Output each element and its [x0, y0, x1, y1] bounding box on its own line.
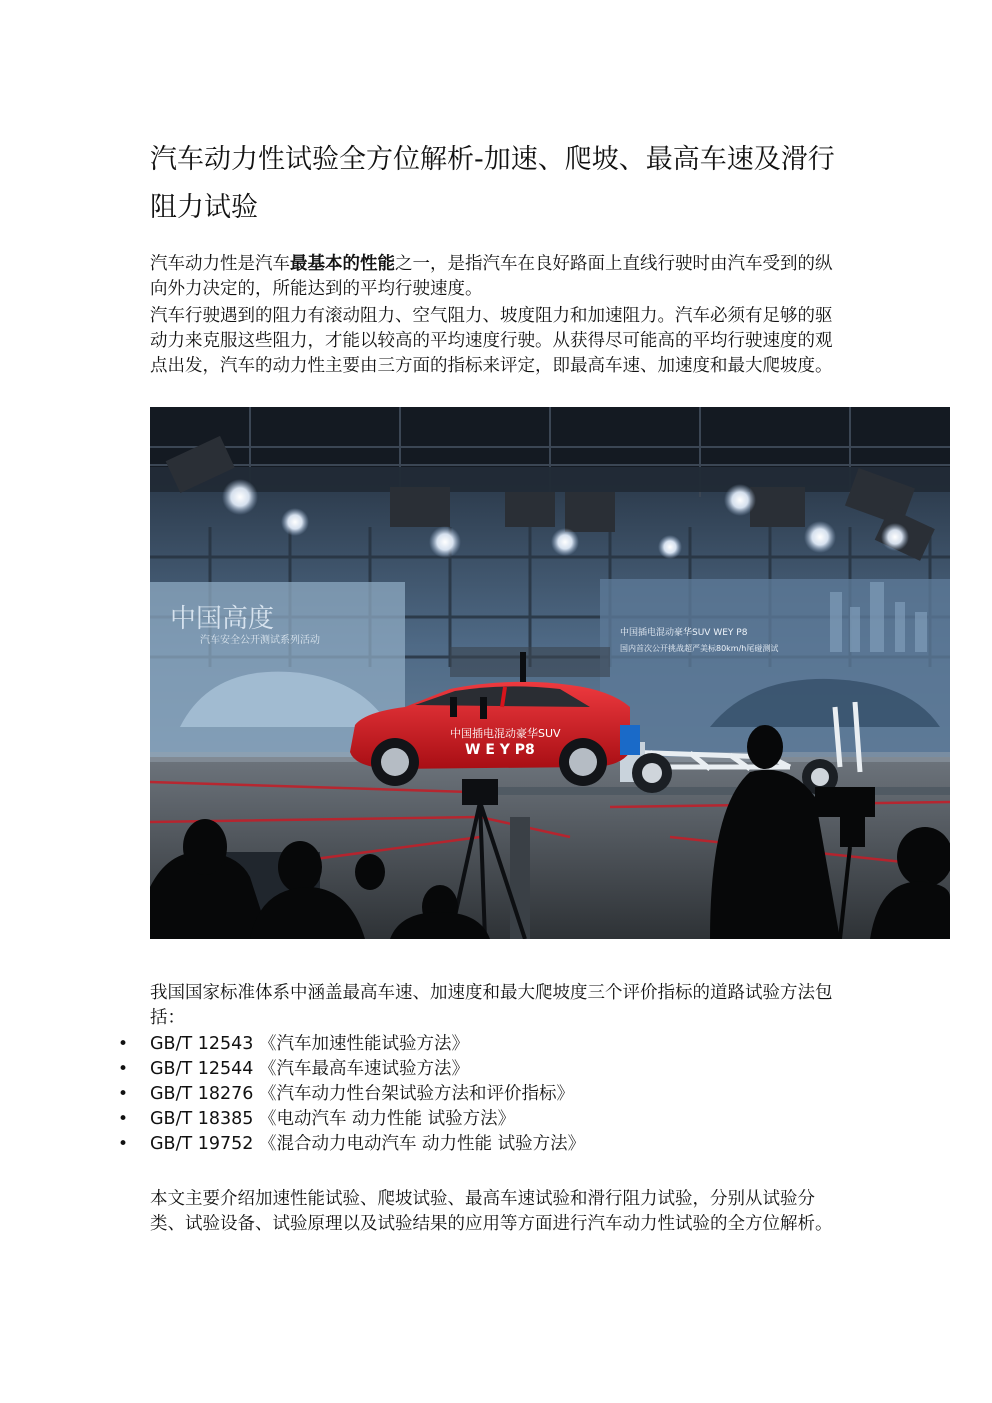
document-title: 汽车动力性试验全方位解析-加速、爬坡、最高车速及滑行阻力试验	[150, 144, 835, 223]
bullet-icon: •	[118, 1084, 129, 1104]
banner-right-line2: 国内首次公开挑战超严美标80km/h尾碰测试	[620, 644, 779, 653]
intro-bold-text: 最基本的性能	[290, 254, 395, 274]
bullet-icon: •	[118, 1034, 129, 1054]
banner-left-title: 中国高度	[170, 604, 275, 634]
standard-item	[116, 1032, 816, 1057]
standard-item	[116, 1057, 816, 1082]
crash-test-photo	[150, 407, 950, 939]
standard-text: GB/T 19752 《混合动力电动汽车 动力性能 试验方法》	[150, 1134, 586, 1154]
bullet-icon: •	[118, 1059, 129, 1079]
standards-list	[116, 1032, 816, 1157]
summary-paragraph: 本文主要介绍加速性能试验、爬坡试验、最高车速试验和滑行阻力试验，分别从试验分类、试验设备、试验原理以及试验结果的应用等方面进行汽车动力性试验的全方位解析。	[150, 1189, 833, 1234]
standard-item	[116, 1107, 816, 1132]
bullet-icon: •	[118, 1134, 129, 1154]
standard-text: GB/T 18276 《汽车动力性台架试验方法和评价指标》	[150, 1084, 574, 1104]
car-text-line1: 中国插电混动豪华SUV	[450, 727, 561, 740]
standards-intro-paragraph: 我国国家标准体系中涵盖最高车速、加速度和最大爬坡度三个评价指标的道路试验方法包括：	[150, 983, 833, 1028]
intro-paragraph	[150, 252, 845, 302]
bullet-icon: •	[118, 1109, 129, 1129]
resistance-paragraph: 汽车行驶遇到的阻力有滚动阻力、空气阻力、坡度阻力和加速阻力。汽车必须有足够的驱动力来克服这些阻力，才能以较高的平均速度行驶。从获得尽可能高的平均行驶速度的观点出发，汽车的动力性主要由三方面的指标来评定，即最高车速、加速度和最大爬坡度。	[150, 306, 833, 376]
standard-text: GB/T 18385 《电动汽车 动力性能 试验方法》	[150, 1109, 516, 1129]
intro-text-2: 之一，是指汽车在良好路面上直线行驶时由汽车受到的纵向外力决定的，所能达到的平均行驶速度。	[150, 254, 833, 299]
car-text-line2: W E Y P8	[465, 742, 535, 758]
banner-right-line1: 中国插电混动豪华SUV WEY P8	[620, 628, 748, 638]
standard-text: GB/T 12544 《汽车最高车速试验方法》	[150, 1059, 469, 1079]
standard-text: GB/T 12543 《汽车加速性能试验方法》	[150, 1034, 469, 1054]
intro-text-1: 汽车动力性是汽车	[150, 254, 290, 274]
banner-left-subtitle: 汽车安全公开测试系列活动	[200, 635, 320, 646]
standard-item	[116, 1132, 816, 1157]
standard-item	[116, 1082, 816, 1107]
